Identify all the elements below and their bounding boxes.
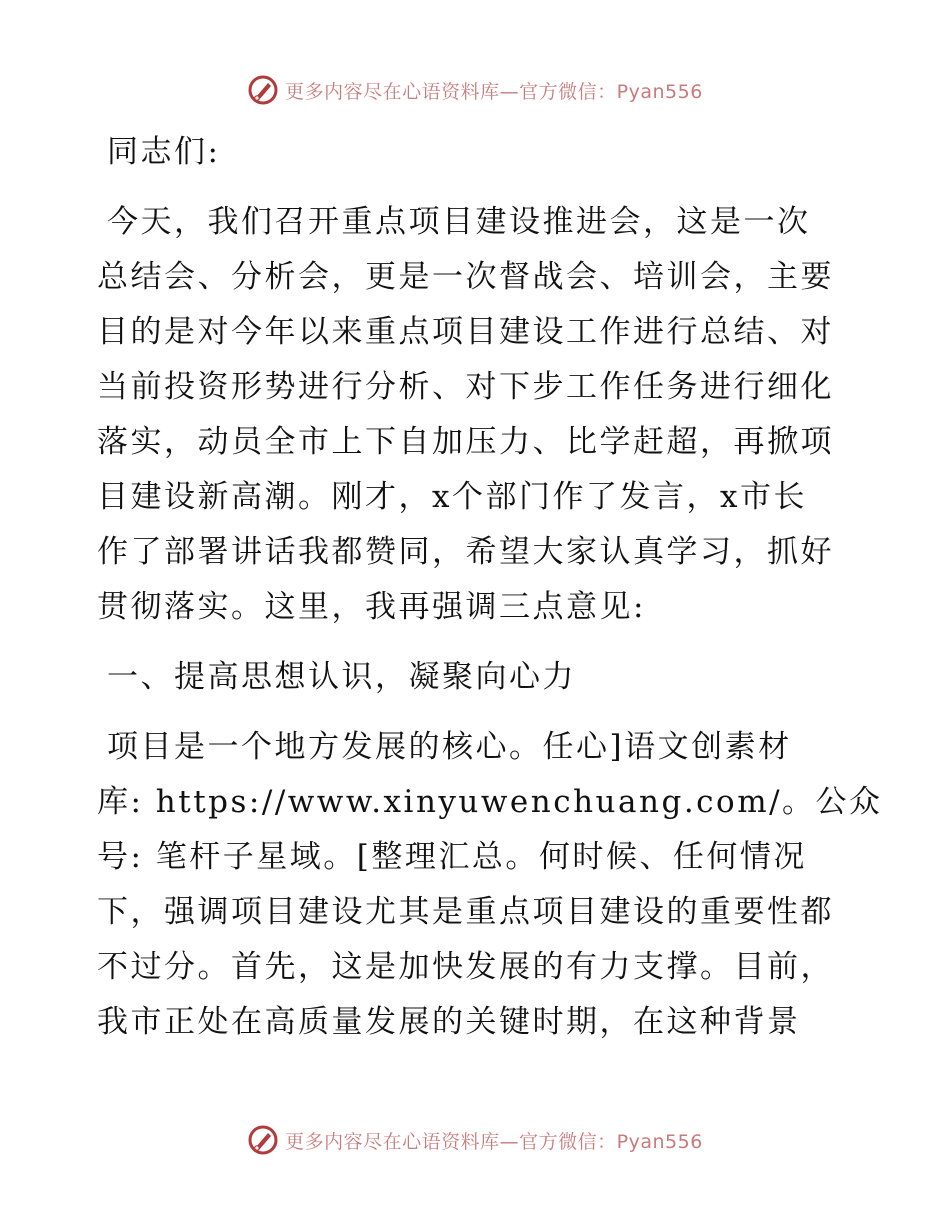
- text-line: 当前投资形势进行分析、对下步工作任务进行细化: [97, 369, 834, 405]
- greeting: 同志们:: [107, 134, 221, 170]
- paragraph-1: [97, 195, 857, 635]
- watermark-text: 更多内容尽在心语资料库—官方微信：Pyan556: [285, 80, 703, 103]
- text-line: 作了部署讲话我都赞同，希望大家认真学习，抓好: [97, 534, 834, 570]
- text-line: 落实，动员全市上下自加压力、比学赶超，再掀项: [97, 424, 834, 460]
- section-heading: 一、提高思想认识，凝聚向心力: [107, 659, 576, 695]
- text-line: 目的是对今年以来重点项目建设工作进行总结、对: [97, 314, 834, 350]
- document-body: [97, 125, 883, 1050]
- text-line: 总结会、分析会，更是一次督战会、培训会，主要: [97, 259, 834, 295]
- pen-logo-icon: [247, 1124, 279, 1156]
- pen-logo-icon: [247, 74, 279, 106]
- paragraph-2: [97, 720, 883, 1050]
- text-line: 目建设新高潮。刚才，x个部门作了发言，x市长: [97, 479, 807, 515]
- text-line: 下，强调项目建设尤其是重点项目建设的重要性都: [97, 894, 834, 930]
- text-line: 贯彻落实。这里，我再强调三点意见:: [97, 589, 646, 625]
- header-watermark: [0, 70, 950, 110]
- text-line: 项目是一个地方发展的核心。任心]语文创素材: [107, 729, 792, 765]
- text-line: 库: https://www.xinyuwenchuang.com/。公众: [97, 784, 883, 820]
- text-line: 今天，我们召开重点项目建设推进会，这是一次: [107, 204, 811, 240]
- text-line: 我市正处在高质量发展的关键时期，在这种背景: [97, 1004, 801, 1040]
- text-line: 号: 笔杆子星域。[整理汇总。何时候、任何情况: [97, 839, 807, 875]
- text-line: 不过分。首先，这是加快发展的有力支撑。目前，: [97, 949, 834, 985]
- watermark-text: 更多内容尽在心语资料库—官方微信：Pyan556: [285, 1130, 703, 1153]
- footer-watermark: [0, 1120, 950, 1160]
